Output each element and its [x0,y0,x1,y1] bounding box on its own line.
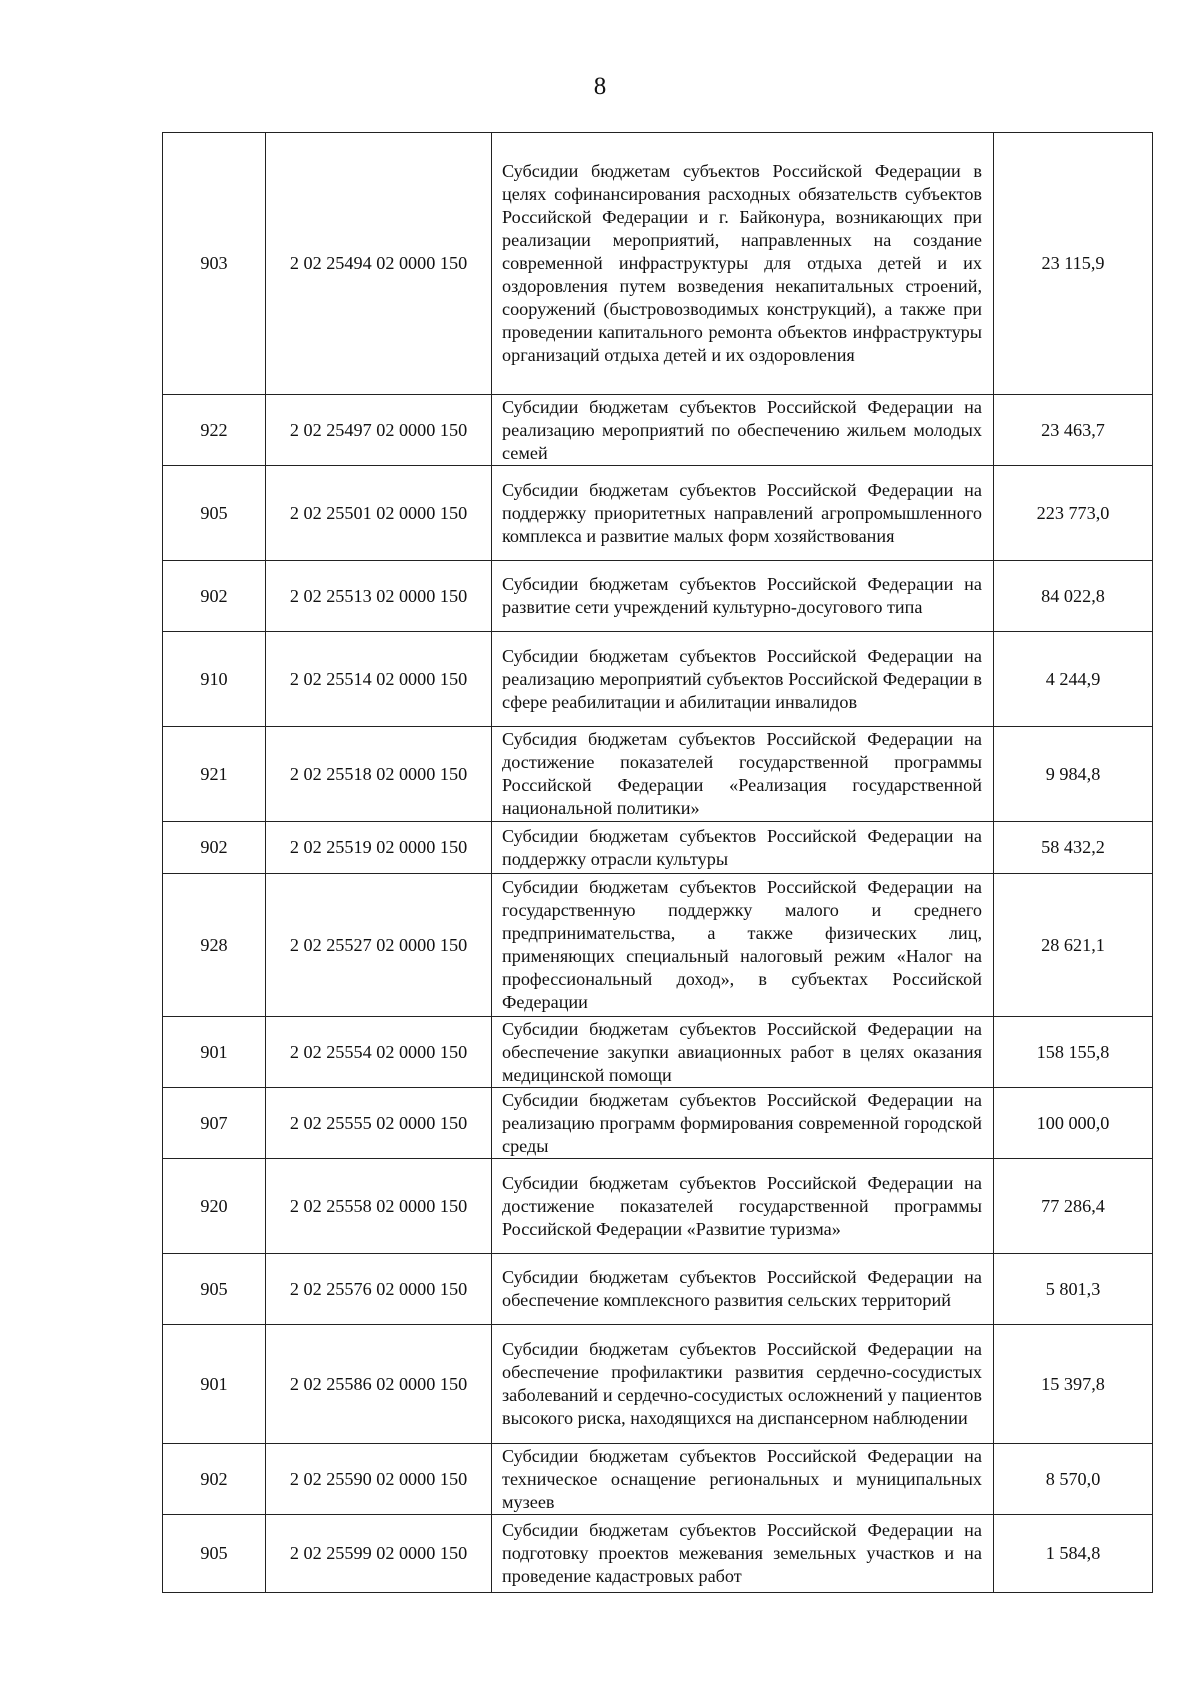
table-row [163,1088,1153,1159]
amount-cell: 4 244,9 [994,632,1153,727]
income-description-cell: Субсидии бюджетам субъектов Российской Федерации на обеспечение профилактики развития сердечно-сосудистых заболеваний и сердечно-сосудистых осложнений у пациентов высокого риска, находящихся на диспансерном наблюдении [492,1325,994,1444]
table-row [163,1254,1153,1325]
table-row [163,1444,1153,1515]
admin-code-cell: 921 [163,727,266,822]
amount-cell: 1 584,8 [994,1515,1153,1593]
amount-cell: 158 155,8 [994,1017,1153,1088]
table-row [163,822,1153,874]
income-description-cell: Субсидии бюджетам субъектов Российской Федерации на техническое оснащение региональных и муниципальных музеев [492,1444,994,1515]
amount-cell: 23 115,9 [994,133,1153,395]
admin-code-cell: 902 [163,561,266,632]
table-row [163,874,1153,1017]
table-row [163,1325,1153,1444]
admin-code-cell: 905 [163,1254,266,1325]
revenue-table-body [163,133,1153,1593]
admin-code-cell: 905 [163,1515,266,1593]
budget-classification-code-cell: 2 02 25501 02 0000 150 [266,466,492,561]
budget-classification-code-cell: 2 02 25554 02 0000 150 [266,1017,492,1088]
amount-cell: 58 432,2 [994,822,1153,874]
amount-cell: 9 984,8 [994,727,1153,822]
admin-code-cell: 902 [163,1444,266,1515]
amount-cell: 5 801,3 [994,1254,1153,1325]
admin-code-cell: 901 [163,1325,266,1444]
table-row [163,561,1153,632]
page-number: 8 [593,73,607,100]
budget-classification-code-cell: 2 02 25497 02 0000 150 [266,395,492,466]
income-description-cell: Субсидии бюджетам субъектов Российской Федерации на реализацию программ формирования современной городской среды [492,1088,994,1159]
amount-cell: 8 570,0 [994,1444,1153,1515]
budget-classification-code-cell: 2 02 25519 02 0000 150 [266,822,492,874]
budget-classification-code-cell: 2 02 25555 02 0000 150 [266,1088,492,1159]
admin-code-cell: 910 [163,632,266,727]
amount-cell: 28 621,1 [994,874,1153,1017]
income-description-cell: Субсидии бюджетам субъектов Российской Федерации на развитие сети учреждений культурно-досугового типа [492,561,994,632]
table-row [163,1515,1153,1593]
table-row [163,727,1153,822]
budget-classification-code-cell: 2 02 25494 02 0000 150 [266,133,492,395]
admin-code-cell: 902 [163,822,266,874]
income-description-cell: Субсидии бюджетам субъектов Российской Федерации на реализацию мероприятий по обеспечению жильем молодых семей [492,395,994,466]
table-row [163,395,1153,466]
budget-classification-code-cell: 2 02 25590 02 0000 150 [266,1444,492,1515]
budget-classification-code-cell: 2 02 25558 02 0000 150 [266,1159,492,1254]
budget-classification-code-cell: 2 02 25576 02 0000 150 [266,1254,492,1325]
budget-classification-code-cell: 2 02 25586 02 0000 150 [266,1325,492,1444]
amount-cell: 84 022,8 [994,561,1153,632]
admin-code-cell: 928 [163,874,266,1017]
admin-code-cell: 907 [163,1088,266,1159]
amount-cell: 100 000,0 [994,1088,1153,1159]
amount-cell: 15 397,8 [994,1325,1153,1444]
table-row [163,133,1153,395]
table-row [163,632,1153,727]
budget-classification-code-cell: 2 02 25514 02 0000 150 [266,632,492,727]
income-description-cell: Субсидия бюджетам субъектов Российской Федерации на достижение показателей государственной программы Российской Федерации «Реализация государственной национальной политики» [492,727,994,822]
admin-code-cell: 903 [163,133,266,395]
admin-code-cell: 901 [163,1017,266,1088]
amount-cell: 77 286,4 [994,1159,1153,1254]
table-row [163,1159,1153,1254]
budget-classification-code-cell: 2 02 25513 02 0000 150 [266,561,492,632]
admin-code-cell: 922 [163,395,266,466]
income-description-cell: Субсидии бюджетам субъектов Российской Федерации на достижение показателей государственной программы Российской Федерации «Развитие туризма» [492,1159,994,1254]
table-row [163,1017,1153,1088]
income-description-cell: Субсидии бюджетам субъектов Российской Федерации на реализацию мероприятий субъектов Российской Федерации в сфере реабилитации и абилитации инвалидов [492,632,994,727]
income-description-cell: Субсидии бюджетам субъектов Российской Федерации на обеспечение комплексного развития сельских территорий [492,1254,994,1325]
admin-code-cell: 920 [163,1159,266,1254]
budget-classification-code-cell: 2 02 25527 02 0000 150 [266,874,492,1017]
income-description-cell: Субсидии бюджетам субъектов Российской Федерации на подготовку проектов межевания земельных участков и на проведение кадастровых работ [492,1515,994,1593]
income-description-cell: Субсидии бюджетам субъектов Российской Федерации на государственную поддержку малого и среднего предпринимательства, а также физических лиц, применяющих специальный налоговый режим «Налог на профессиональный доход», в субъектах Российской Федерации [492,874,994,1017]
income-description-cell: Субсидии бюджетам субъектов Российской Федерации в целях софинансирования расходных обязательств субъектов Российской Федерации и г. Байконура, возникающих при реализации мероприятий, направленных на создание современной инфраструктуры для отдыха детей и их оздоровления путем возведения некапитальных строений, сооружений (быстровозводимых конструкций), а также при проведении капитального ремонта объектов инфраструктуры организаций отдыха детей и их оздоровления [492,133,994,395]
revenue-table [162,132,1153,1593]
income-description-cell: Субсидии бюджетам субъектов Российской Федерации на поддержку приоритетных направлений агропромышленного комплекса и развитие малых форм хозяйствования [492,466,994,561]
amount-cell: 223 773,0 [994,466,1153,561]
income-description-cell: Субсидии бюджетам субъектов Российской Федерации на поддержку отрасли культуры [492,822,994,874]
budget-classification-code-cell: 2 02 25599 02 0000 150 [266,1515,492,1593]
income-description-cell: Субсидии бюджетам субъектов Российской Федерации на обеспечение закупки авиационных работ в целях оказания медицинской помощи [492,1017,994,1088]
amount-cell: 23 463,7 [994,395,1153,466]
budget-classification-code-cell: 2 02 25518 02 0000 150 [266,727,492,822]
admin-code-cell: 905 [163,466,266,561]
table-row [163,466,1153,561]
